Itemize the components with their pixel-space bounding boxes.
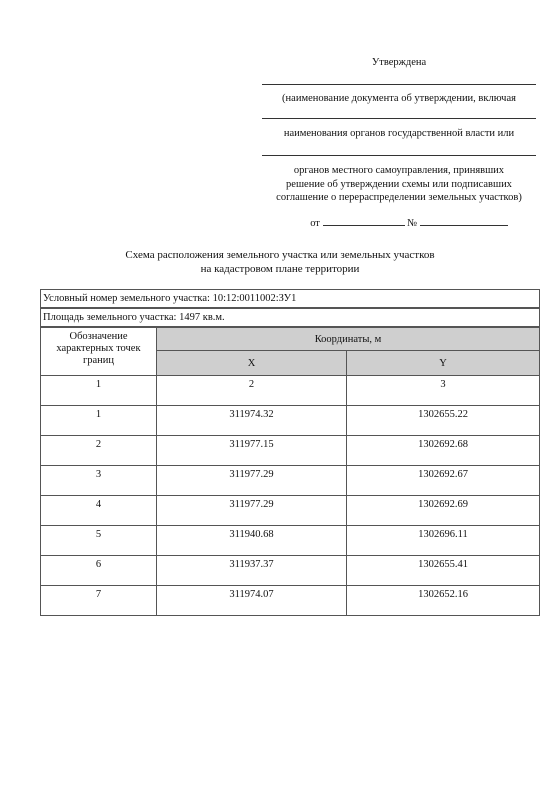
point-id: 2 bbox=[41, 436, 157, 466]
x-coordinate: 311977.29 bbox=[157, 496, 347, 526]
x-column-header: X bbox=[157, 351, 347, 376]
y-coordinate: 1302652.16 bbox=[347, 586, 540, 616]
table-row bbox=[41, 556, 540, 586]
approval-text-line: соглашение о перераспределении земельных участков) bbox=[276, 192, 522, 203]
column-number-row bbox=[41, 376, 540, 406]
approval-date-number-line bbox=[282, 216, 536, 230]
column-number: 2 bbox=[157, 376, 347, 406]
table-row bbox=[41, 406, 540, 436]
approved-heading: Утверждена bbox=[371, 57, 427, 68]
parcel-area: Площадь земельного участка: 1497 кв.м. bbox=[41, 308, 540, 327]
table-row bbox=[41, 526, 540, 556]
coordinates-header: Координаты, м bbox=[157, 327, 540, 351]
number-blank bbox=[420, 216, 508, 226]
column-number: 3 bbox=[347, 376, 540, 406]
approval-text-line: (наименование документа об утверждении, включая bbox=[282, 93, 516, 104]
point-id: 1 bbox=[41, 406, 157, 436]
coordinates-table bbox=[40, 289, 540, 616]
date-prefix: от bbox=[310, 218, 320, 229]
parcel-number: Условный номер земельного участка: 10:12:0011002:ЗУ1 bbox=[41, 290, 540, 309]
approval-text-line: наименования органов государственной власти или bbox=[283, 128, 515, 139]
approval-blank-line bbox=[262, 84, 536, 85]
y-coordinate: 1302692.69 bbox=[347, 496, 540, 526]
approval-text-line: решение об утверждении схемы или подписавших bbox=[286, 179, 512, 190]
y-coordinate: 1302692.67 bbox=[347, 466, 540, 496]
title-line: Схема расположения земельного участка или земельных участков bbox=[125, 249, 435, 261]
point-column-header: Обозначение характерных точек границ bbox=[41, 327, 157, 376]
approval-blank-line bbox=[262, 118, 536, 119]
y-coordinate: 1302696.11 bbox=[347, 526, 540, 556]
x-coordinate: 311937.37 bbox=[157, 556, 347, 586]
number-sign: № bbox=[407, 218, 418, 229]
date-blank bbox=[323, 216, 405, 226]
point-id: 3 bbox=[41, 466, 157, 496]
y-column-header: Y bbox=[347, 351, 540, 376]
y-coordinate: 1302655.22 bbox=[347, 406, 540, 436]
table-row bbox=[41, 436, 540, 466]
table-row bbox=[41, 466, 540, 496]
point-id: 5 bbox=[41, 526, 157, 556]
point-id: 7 bbox=[41, 586, 157, 616]
table-row bbox=[41, 496, 540, 526]
approval-blank-line bbox=[262, 155, 536, 156]
x-coordinate: 311977.29 bbox=[157, 466, 347, 496]
y-coordinate: 1302655.41 bbox=[347, 556, 540, 586]
column-number: 1 bbox=[41, 376, 157, 406]
x-coordinate: 311977.15 bbox=[157, 436, 347, 466]
x-coordinate: 311974.07 bbox=[157, 586, 347, 616]
document-title bbox=[0, 249, 560, 277]
table-row bbox=[41, 586, 540, 616]
x-coordinate: 311974.32 bbox=[157, 406, 347, 436]
approval-text-line: органов местного самоуправления, принявших bbox=[293, 165, 505, 176]
point-id: 6 bbox=[41, 556, 157, 586]
y-coordinate: 1302692.68 bbox=[347, 436, 540, 466]
title-line: на кадастровом плане территории bbox=[200, 262, 360, 275]
point-id: 4 bbox=[41, 496, 157, 526]
x-coordinate: 311940.68 bbox=[157, 526, 347, 556]
